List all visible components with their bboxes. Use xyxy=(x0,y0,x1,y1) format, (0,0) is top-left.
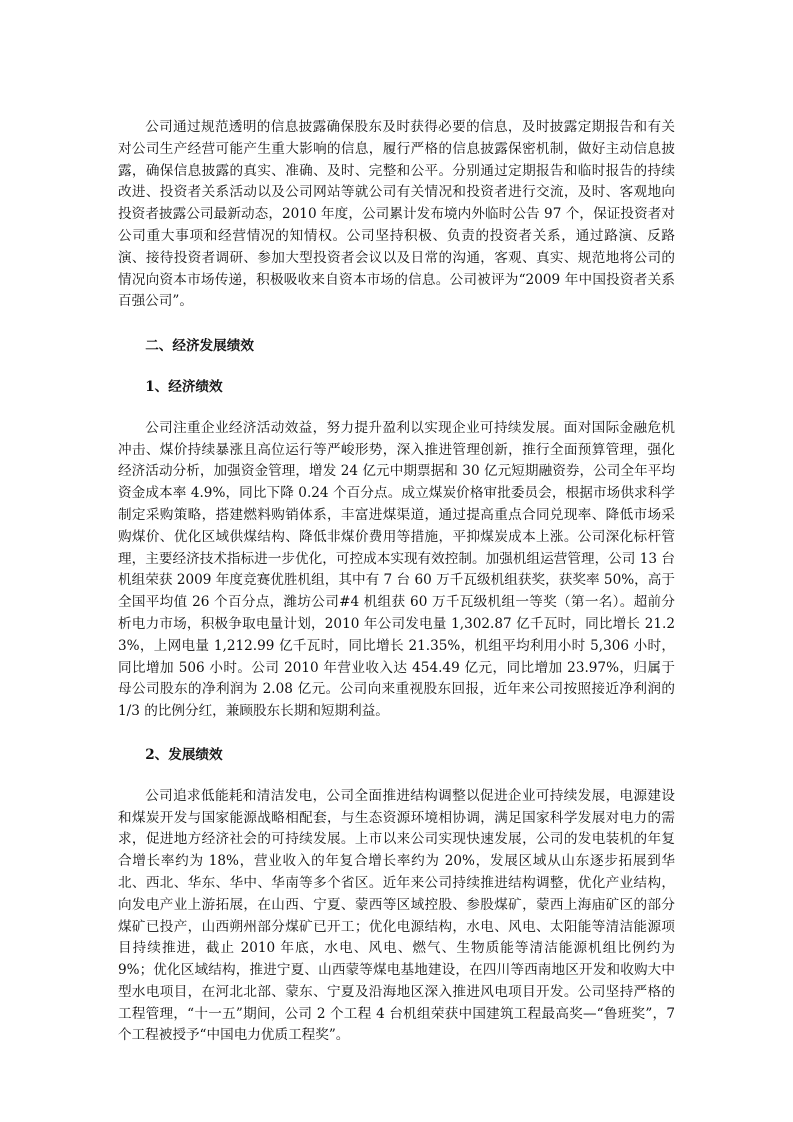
subsection-heading-economic-performance: 1、经济绩效 xyxy=(145,378,223,395)
section-heading-economic-development: 二、经济发展绩效 xyxy=(145,338,254,355)
paragraph-investor-relations: 公司通过规范透明的信息披露确保股东及时获得必要的信息，及时披露定期报告和有关对公司生产经营可能产生重大影响的信息，履行严格的信息披露保密机制，做好主动信息披露，确保信息披露的真实、准确、及时、完整和公平。分别通过定期报告和临时报告的持续改进、投资者关系活动以及公司网站等就公司有关情况和投资者进行交流，及时、客观地向投资者披露公司最新动态，2010 年度，公司累计发布境内外临时公告 97 个，保证投资者对公司重大事项和经营情况的知情权。公司坚持积极、负责的投资者关系，通过路演、反路演、接待投资者调研、参加大型投资者会议以及日常的沟通，客观、真实、规范地将公司的情况向资本市场传递，积极吸收来自资本市场的信息。公司被评为“2009 年中国投资者关系百强公司”。 xyxy=(118,119,675,310)
paragraph-development-performance: 公司追求低能耗和清洁发电，公司全面推进结构调整以促进企业可持续发展，电源建设和煤炭开发与国家能源战略相配套，与生态资源环境相协调，满足国家科学发展对电力的需求，促进地方经济社会的可持续发展。上市以来公司实现快速发展，公司的发电装机的年复合增长率约为 18%，营业收入的年复合增长率约为 20%，发展区域从山东逐步拓展到华北、西北、华东、华中、华南等多个省区。近年来公司持续推进结构调整，优化产业结构，向发电产业上游拓展，在山西、宁夏、蒙西等区域控股、参股煤矿，蒙西上海庙矿区的部分煤矿已投产，山西朔州部分煤矿已开工；优化电源结构，水电、风电、太阳能等清洁能源项目持续推进，截止 2010 年底，水电、风电、燃气、生物质能等清洁能源机组比例约为 9%；优化区域结构，推进宁夏、山西蒙等煤电基地建设，在四川等西南地区开发和收购大中型水电项目，在河北北部、蒙东、宁夏及沿海地区深入推进风电项目开发。公司坚持严格的工程管理，“十一五”期间，公司 2 个工程 4 台机组荣获中国建筑工程最高奖—“鲁班奖”，7 个工程被授予“中国电力优质工程奖”。 xyxy=(118,787,675,1044)
subsection-heading-development-performance: 2、发展绩效 xyxy=(145,746,223,763)
paragraph-economic-performance: 公司注重企业经济活动效益，努力提升盈利以实现企业可持续发展。面对国际金融危机冲击、煤价持续暴涨且高位运行等严峻形势，深入推进管理创新，推行全面预算管理，强化经济活动分析，加强资金管理，增发 24 亿元中期票据和 30 亿元短期融资券，公司全年平均资金成本率 4.9%，同比下降 0.24 个百分点。成立煤炭价格审批委员会，根据市场供求科学制定采购策略，搭建燃料购销体系，丰富进煤渠道，通过提高重点合同兑现率、降低市场采购煤价、优化区域供煤结构、降低非煤价费用等措施，平抑煤炭成本上涨。公司深化标杆管理，主要经济技术指标进一步优化，可控成本实现有效控制。加强机组运营管理，公司 13 台机组荣获 2009 年度竞赛优胜机组，其中有 7 台 60 万千瓦级机组获奖，获奖率 50%，高于全国平均值 26 个百分点，潍坊公司#4 机组获 60 万千瓦级机组一等奖（第一名）。超前分析电力市场，积极争取电量计划，2010 年公司发电量 1,302.87 亿千瓦时，同比增长 21.23%，上网电量 1,212.99 亿千瓦时，同比增长 21.35%，机组平均利用小时 5,306 小时，同比增加 506 小时。公司 2010 年营业收入达 454.49 亿元，同比增加 23.97%，归属于母公司股东的净利润为 2.08 亿元。公司向来重视股东回报，近年来公司按照接近净利润的 1/3 的比例分红，兼顾股东长期和短期利益。 xyxy=(118,419,675,720)
document-page xyxy=(118,117,675,1047)
